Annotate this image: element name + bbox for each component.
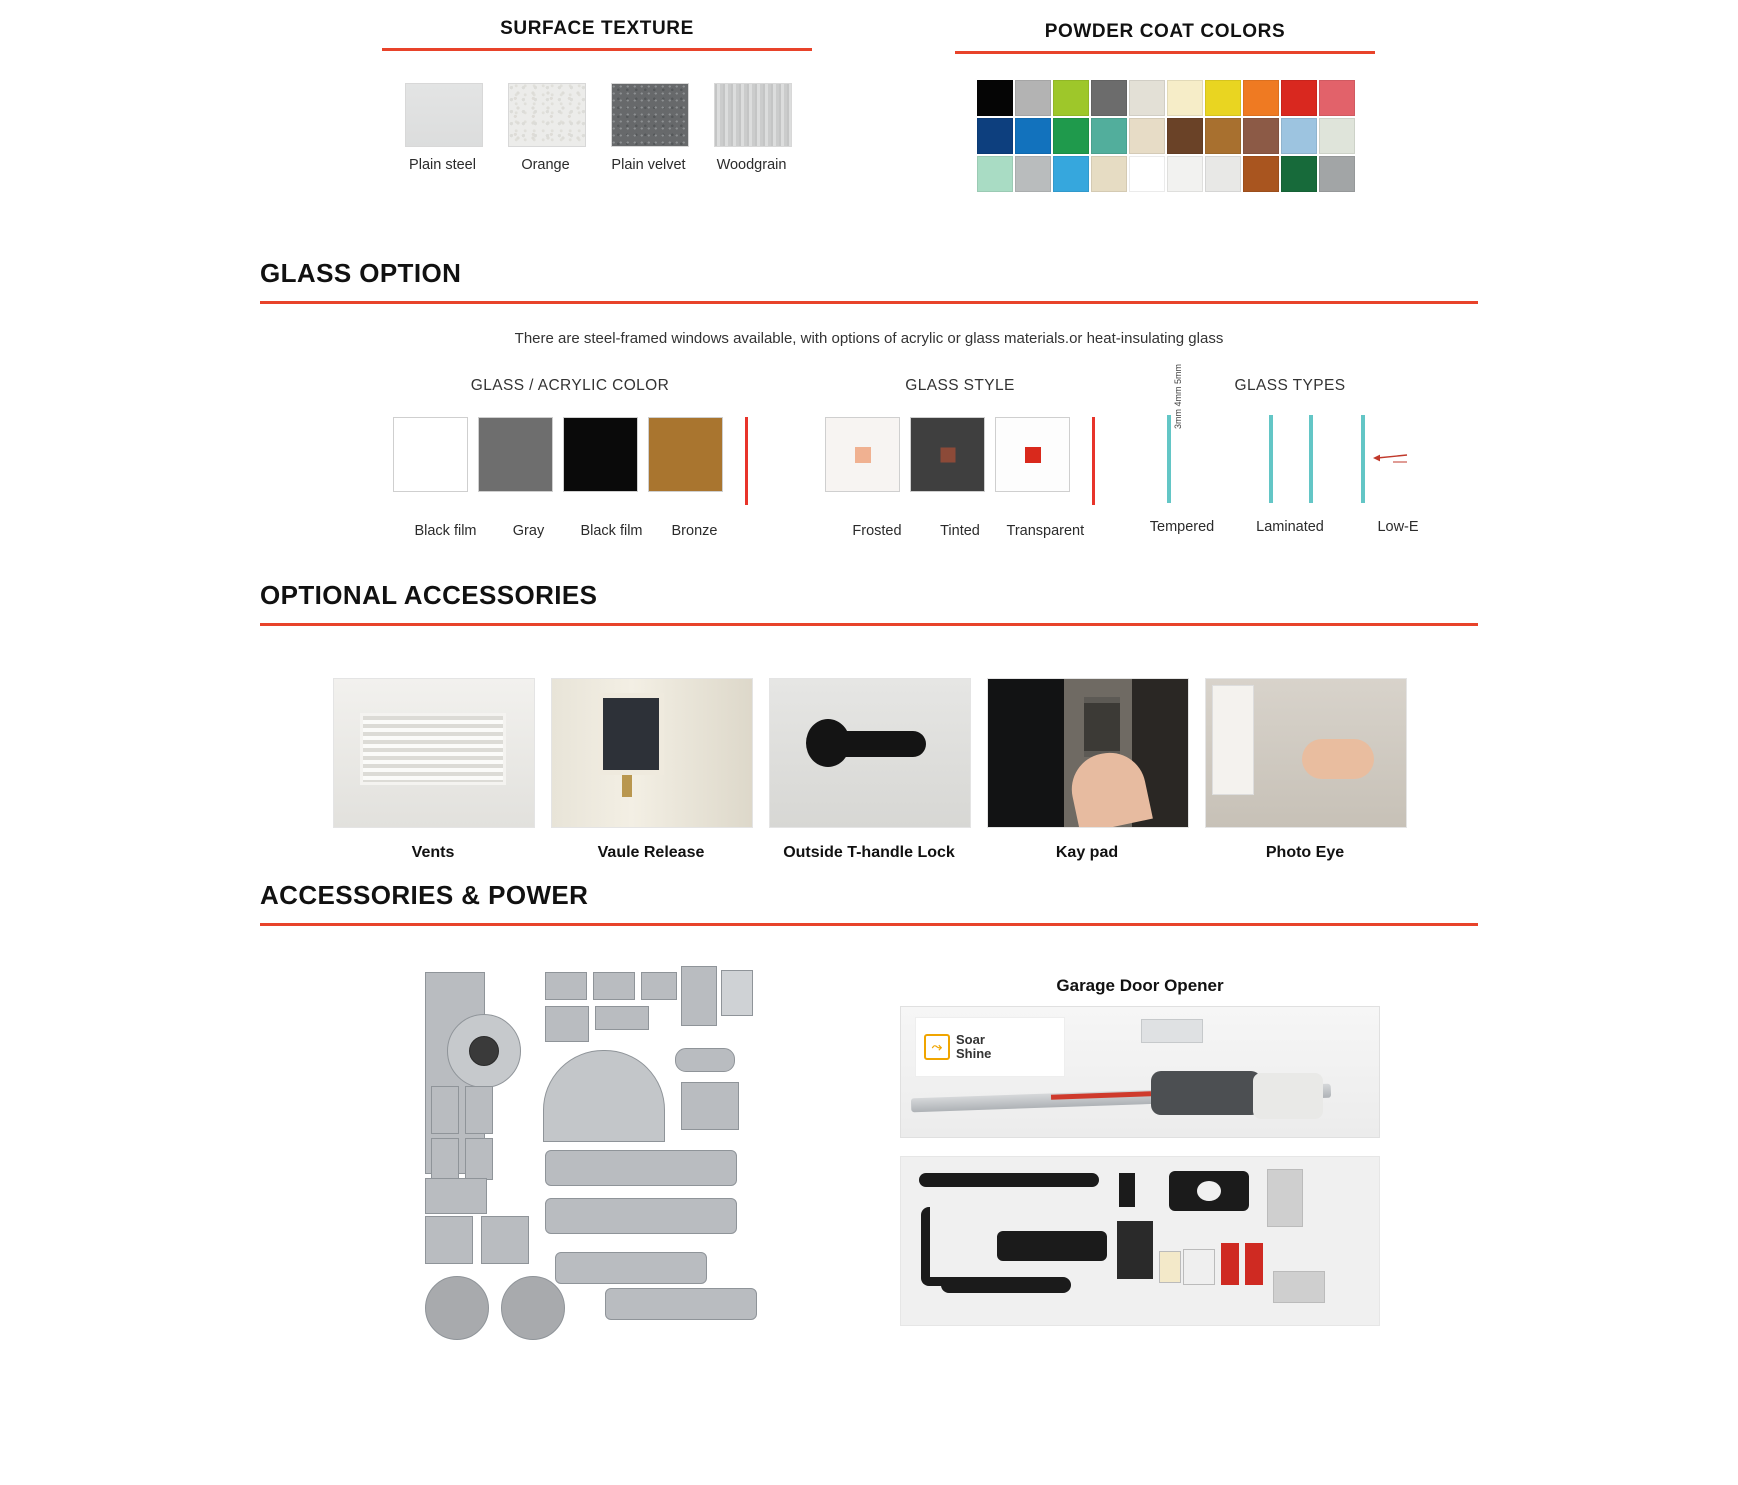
texture-label: Plain steel bbox=[409, 157, 476, 173]
hardware-part bbox=[641, 972, 677, 1000]
opener-light-cover bbox=[1253, 1073, 1323, 1119]
opener-part bbox=[1273, 1271, 1325, 1303]
accessory-item[interactable] bbox=[333, 678, 533, 862]
hardware-part bbox=[431, 1138, 459, 1180]
reflection-arrow-icon bbox=[1373, 453, 1409, 463]
top-panels bbox=[0, 18, 1738, 228]
glass-color-label: Gray bbox=[512, 523, 545, 539]
glass-option-section bbox=[260, 258, 1478, 577]
opener-part bbox=[919, 1173, 1099, 1187]
glass-color-swatches bbox=[370, 417, 770, 505]
accessory-item[interactable] bbox=[769, 678, 969, 862]
opener-wall-console bbox=[1117, 1221, 1153, 1279]
powder-coat-swatch[interactable] bbox=[1281, 118, 1317, 154]
hardware-part bbox=[465, 1086, 493, 1134]
powder-coat-swatch[interactable] bbox=[1243, 118, 1279, 154]
powder-coat-swatch[interactable] bbox=[1015, 156, 1051, 192]
surface-texture-swatch-row bbox=[382, 83, 812, 173]
accessories-power-title: ACCESSORIES & POWER bbox=[260, 880, 589, 910]
glass-option-title: GLASS OPTION bbox=[260, 258, 462, 288]
hardware-drum bbox=[425, 1276, 489, 1340]
powder-coat-swatch[interactable] bbox=[1015, 118, 1051, 154]
glass-types-group-title: GLASS TYPES bbox=[1234, 377, 1346, 394]
surface-texture-title: SURFACE TEXTURE bbox=[500, 18, 694, 39]
hardware-part bbox=[593, 972, 635, 1000]
opener-title: Garage Door Opener bbox=[1056, 976, 1224, 995]
glass-color-label: Black film bbox=[414, 523, 477, 539]
hardware-spring-set bbox=[543, 1050, 665, 1142]
glass-color-group-title: GLASS / ACRYLIC COLOR bbox=[470, 377, 670, 394]
glass-pane bbox=[1361, 415, 1365, 503]
texture-swatch-woodgrain[interactable] bbox=[714, 83, 792, 147]
divider-bar bbox=[745, 417, 748, 505]
opener-remote bbox=[1221, 1243, 1239, 1285]
glass-style-label: Tinted bbox=[940, 523, 980, 539]
hardware-bracket bbox=[425, 1216, 473, 1264]
accessory-caption: Outside T-handle Lock bbox=[783, 844, 955, 861]
glass-figure-low-e[interactable] bbox=[1359, 415, 1437, 503]
texture-label: Orange bbox=[521, 157, 570, 173]
powder-coat-swatch[interactable] bbox=[1167, 156, 1203, 192]
powder-coat-swatch[interactable] bbox=[1205, 80, 1241, 116]
powder-coat-swatch[interactable] bbox=[1053, 80, 1089, 116]
texture-swatch-orange[interactable] bbox=[508, 83, 586, 147]
opener-part bbox=[997, 1231, 1107, 1261]
hardware-part bbox=[469, 1036, 499, 1066]
glass-color-label: Black film bbox=[580, 523, 643, 539]
glass-style-label: Frosted bbox=[852, 523, 902, 539]
opener-part bbox=[1119, 1173, 1135, 1207]
powder-coat-swatch[interactable] bbox=[1167, 80, 1203, 116]
powder-coat-swatch[interactable] bbox=[977, 80, 1013, 116]
accessory-item[interactable] bbox=[1205, 678, 1405, 862]
texture-label: Woodgrain bbox=[716, 157, 787, 173]
powder-coat-swatch[interactable] bbox=[1015, 80, 1051, 116]
powder-coat-swatch[interactable] bbox=[1053, 118, 1089, 154]
glass-swatch-tinted[interactable] bbox=[910, 417, 985, 492]
opener-part bbox=[1183, 1249, 1215, 1285]
powder-coat-swatch[interactable] bbox=[1167, 118, 1203, 154]
brand-line-2: Shine bbox=[956, 1046, 992, 1061]
powder-coat-swatch[interactable] bbox=[1129, 156, 1165, 192]
hardware-part bbox=[465, 1138, 493, 1180]
accessories-power-body bbox=[260, 966, 1478, 1396]
powder-coat-swatch[interactable] bbox=[1205, 156, 1241, 192]
texture-swatch-plain-velvet[interactable] bbox=[611, 83, 689, 147]
accessory-caption: Kay pad bbox=[1055, 844, 1119, 861]
glass-types-group bbox=[1140, 364, 1440, 535]
brand-name bbox=[956, 1033, 991, 1060]
brand-badge bbox=[915, 1017, 1065, 1077]
vaule-release-photo bbox=[551, 678, 753, 828]
opener-remote bbox=[1245, 1243, 1263, 1285]
powder-coat-swatch[interactable] bbox=[1281, 80, 1317, 116]
glass-pane bbox=[1309, 415, 1313, 503]
hardware-part bbox=[681, 1082, 739, 1130]
texture-item[interactable] bbox=[611, 83, 687, 173]
glass-swatch-gray[interactable] bbox=[478, 417, 553, 492]
glass-figure-tempered[interactable] bbox=[1143, 364, 1221, 503]
glass-option-intro: There are steel-framed windows available, with options of acrylic or glass materials.or heat-insulating glass bbox=[514, 330, 1224, 347]
photo-eye-photo bbox=[1205, 678, 1407, 828]
glass-swatch-black-film[interactable] bbox=[563, 417, 638, 492]
opener-illustration bbox=[900, 1006, 1380, 1138]
hardware-hinge bbox=[545, 1198, 737, 1234]
hardware-drum bbox=[501, 1276, 565, 1340]
powder-coat-swatch[interactable] bbox=[1319, 80, 1355, 116]
powder-coat-swatch[interactable] bbox=[1243, 80, 1279, 116]
optional-accessories-section bbox=[260, 580, 1478, 862]
glass-style-swatches bbox=[815, 417, 1105, 505]
texture-item[interactable] bbox=[405, 83, 481, 173]
opener-part bbox=[1159, 1251, 1181, 1283]
powder-coat-swatch[interactable] bbox=[1091, 80, 1127, 116]
powder-coat-swatch[interactable] bbox=[1091, 156, 1127, 192]
t-handle-lock-photo bbox=[769, 678, 971, 828]
powder-coat-swatch[interactable] bbox=[1281, 156, 1317, 192]
vents-photo bbox=[333, 678, 535, 828]
glass-swatch-frosted[interactable] bbox=[825, 417, 900, 492]
hardware-part bbox=[425, 1178, 487, 1214]
powder-coat-swatch[interactable] bbox=[977, 118, 1013, 154]
glass-color-label: Bronze bbox=[671, 523, 718, 539]
hardware-part bbox=[545, 972, 587, 1000]
hardware-hinge bbox=[555, 1252, 707, 1284]
glass-style-labels bbox=[815, 523, 1105, 539]
glass-style-group bbox=[815, 377, 1105, 539]
opener-hardware-bag bbox=[1267, 1169, 1303, 1227]
soarshine-logo-icon: ⤳ bbox=[924, 1034, 950, 1060]
accessory-caption: Photo Eye bbox=[1265, 844, 1345, 861]
opener-part bbox=[941, 1277, 1071, 1293]
tempered-thickness-note: 3mm 4mm 5mm bbox=[1173, 364, 1183, 429]
texture-label: Plain velvet bbox=[611, 157, 686, 173]
powder-coat-swatch[interactable] bbox=[1129, 80, 1165, 116]
powder-coat-swatch[interactable] bbox=[1243, 156, 1279, 192]
glass-style-group-title: GLASS STYLE bbox=[905, 377, 1015, 394]
opener-parts-illustration bbox=[900, 1156, 1380, 1326]
hardware-screws bbox=[721, 970, 753, 1016]
glass-type-label: Tempered bbox=[1149, 519, 1215, 535]
glass-swatch-transparent[interactable] bbox=[995, 417, 1070, 492]
glass-color-group bbox=[370, 377, 770, 539]
hardware-part bbox=[545, 1006, 589, 1042]
opener-bracket-hole bbox=[1197, 1181, 1221, 1201]
hardware-bracket bbox=[481, 1216, 529, 1264]
powder-coat-title: POWDER COAT COLORS bbox=[1044, 21, 1286, 42]
hardware-part bbox=[681, 966, 717, 1026]
garage-door-opener-group bbox=[900, 976, 1380, 1326]
opener-motor bbox=[1151, 1071, 1261, 1115]
glass-types-labels bbox=[1140, 519, 1440, 535]
accessory-item[interactable] bbox=[551, 678, 751, 862]
glass-option-rule bbox=[260, 301, 1478, 304]
glass-pane bbox=[1167, 415, 1171, 503]
divider-bar bbox=[1092, 417, 1095, 505]
texture-item[interactable] bbox=[508, 83, 584, 173]
powder-coat-swatch[interactable] bbox=[1129, 118, 1165, 154]
accessory-caption: Vaule Release bbox=[597, 844, 705, 861]
accessories-power-rule bbox=[260, 923, 1478, 926]
powder-coat-rule bbox=[955, 51, 1375, 54]
powder-coat-swatch[interactable] bbox=[1091, 118, 1127, 154]
glass-type-label: Laminated bbox=[1256, 519, 1324, 535]
optional-accessories-rule bbox=[260, 623, 1478, 626]
ceiling-bracket bbox=[1141, 1019, 1203, 1043]
powder-coat-grid bbox=[955, 80, 1375, 190]
accessory-caption: Vents bbox=[411, 844, 455, 861]
optional-accessories-title: OPTIONAL ACCESSORIES bbox=[260, 580, 598, 610]
powder-coat-swatch[interactable] bbox=[1205, 118, 1241, 154]
glass-figure-laminated[interactable] bbox=[1251, 415, 1329, 503]
glass-type-label: Low-E bbox=[1377, 519, 1419, 535]
accessory-item[interactable] bbox=[987, 678, 1187, 862]
surface-texture-panel bbox=[382, 18, 812, 173]
brand-line-1: Soar bbox=[956, 1032, 985, 1048]
powder-coat-swatch[interactable] bbox=[1319, 156, 1355, 192]
hardware-part bbox=[431, 1086, 459, 1134]
glass-columns bbox=[260, 364, 1478, 577]
texture-item[interactable] bbox=[714, 83, 790, 173]
powder-coat-swatch[interactable] bbox=[977, 156, 1013, 192]
surface-texture-rule bbox=[382, 48, 812, 51]
glass-color-labels bbox=[370, 523, 770, 539]
hardware-part bbox=[675, 1048, 735, 1072]
glass-swatch-black-film-clear[interactable] bbox=[393, 417, 468, 492]
hardware-kit-illustration bbox=[425, 966, 825, 1366]
accessories-power-section bbox=[260, 880, 1478, 1396]
glass-style-label: Transparent bbox=[1006, 523, 1085, 539]
keypad-photo bbox=[987, 678, 1189, 828]
powder-coat-swatch[interactable] bbox=[1053, 156, 1089, 192]
glass-swatch-bronze[interactable] bbox=[648, 417, 723, 492]
powder-coat-panel bbox=[955, 21, 1375, 190]
hardware-hinge bbox=[605, 1288, 757, 1320]
powder-coat-swatch[interactable] bbox=[1319, 118, 1355, 154]
hardware-hinge bbox=[545, 1150, 737, 1186]
hardware-part bbox=[595, 1006, 649, 1030]
optional-accessories-row bbox=[260, 678, 1478, 862]
glass-pane bbox=[1269, 415, 1273, 503]
texture-swatch-plain-steel[interactable] bbox=[405, 83, 483, 147]
